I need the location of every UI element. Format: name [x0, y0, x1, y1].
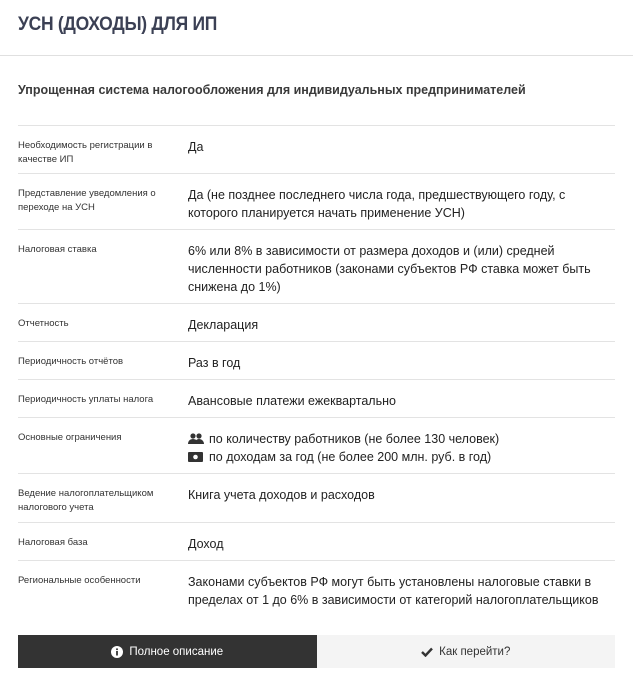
row-value [188, 430, 615, 465]
row-label: Необходимость регистрации в качестве ИП [18, 140, 153, 165]
table-row [18, 561, 615, 617]
how-to-switch-label: Как перейти? [439, 645, 511, 658]
row-value: Авансовые платежи ежеквартально [188, 394, 396, 408]
table-row [18, 304, 615, 342]
row-label: Налоговая ставка [18, 244, 97, 255]
row-value: Декларация [188, 318, 259, 332]
row-label: Налоговая база [18, 537, 88, 548]
subtitle: Упрощенная система налогообложения для индивидуальных предпринимателей [18, 83, 526, 97]
limit-text: по доходам за год (не более 200 млн. руб. в год) [209, 450, 492, 464]
how-to-switch-button[interactable] [317, 635, 616, 668]
row-value: Да [188, 140, 204, 154]
checkmark-icon [421, 647, 433, 657]
table-row [18, 474, 615, 523]
row-label: Периодичность отчётов [18, 356, 124, 367]
row-label: Периодичность уплаты налога [18, 394, 154, 405]
row-label: Ведение налогоплательщиком налогового учета [18, 488, 154, 513]
row-value: Книга учета доходов и расходов [188, 488, 375, 502]
row-value: 6% или 8% в зависимости от размера доходов и (или) средней численности работников (законами субъектов РФ ставка может быть снижена до 1%) [188, 244, 591, 294]
limit-item [188, 448, 615, 466]
users-icon [188, 433, 204, 445]
row-label: Региональные особенности [18, 575, 141, 586]
full-description-button[interactable] [18, 635, 317, 668]
row-value: Законами субъектов РФ могут быть установлены налоговые ставки в пределах от 1 до 6% в зависимости от категорий налогоплательщиков [188, 575, 599, 607]
row-value: Да (не позднее последнего числа года, предшествующего году, с которого планируется начать применение УСН) [188, 188, 566, 220]
row-value: Доход [188, 537, 224, 551]
table-row [18, 174, 615, 230]
info-icon [111, 646, 123, 658]
row-label: Основные ограничения [18, 432, 122, 443]
table-row [18, 380, 615, 418]
table-row [18, 126, 615, 174]
table-row [18, 418, 615, 474]
money-icon [188, 451, 204, 463]
action-buttons [18, 635, 615, 668]
table-row [18, 523, 615, 561]
full-description-label: Полное описание [129, 645, 224, 658]
row-label: Отчетность [18, 318, 69, 329]
table-row [18, 342, 615, 380]
limit-text: по количеству работников (не более 130 человек) [209, 432, 500, 446]
table-row [18, 230, 615, 304]
limit-item [188, 430, 615, 448]
row-value: Раз в год [188, 356, 241, 370]
header [0, 0, 633, 56]
page-title: УСН (ДОХОДЫ) ДЛЯ ИП [18, 14, 218, 35]
row-label: Представление уведомления о переходе на УСН [18, 188, 156, 213]
tax-info-table [18, 125, 615, 617]
